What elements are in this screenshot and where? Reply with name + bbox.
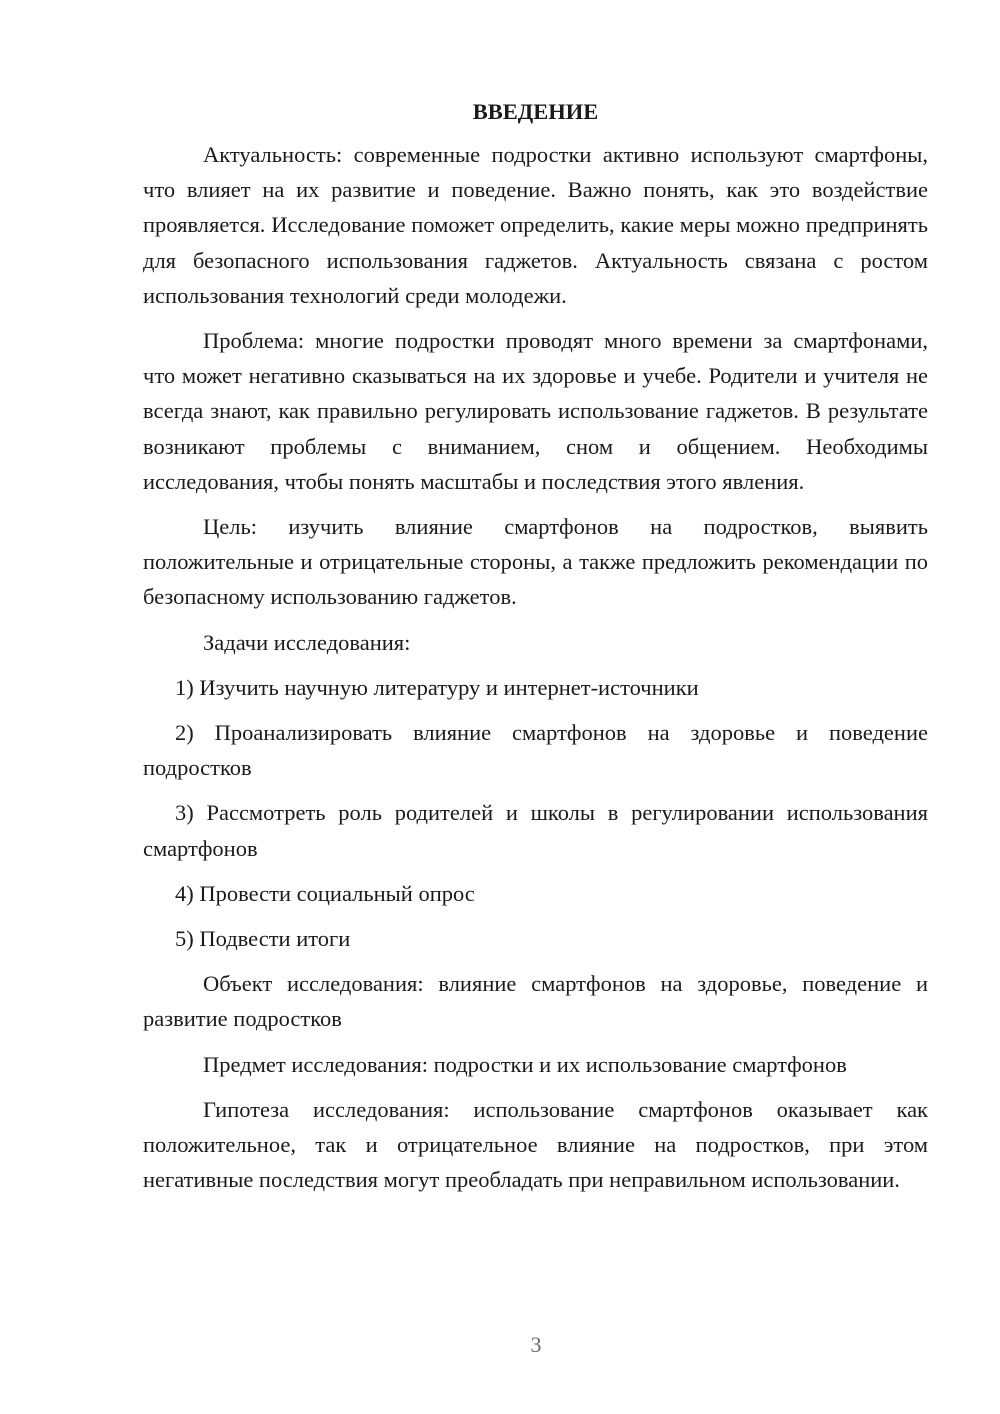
page-number: 3: [530, 1332, 542, 1357]
paragraph-relevance: Актуальность: современные подростки активно используют смартфоны, что влияет на их развитие и поведение. Важно понять, как это воздействие проявляется. Исследование поможет определить, какие меры можно предпринять для безопасного использования гаджетов. Актуальность связана с ростом использования технологий среди молодежи.: [143, 142, 928, 308]
page-title: ВВЕДЕНИЕ: [472, 99, 599, 124]
tasks-heading: Задачи исследования:: [203, 629, 411, 655]
task-item-3: 3) Рассмотреть роль родителей и школы в регулировании использования смартфонов: [143, 800, 928, 861]
paragraph-goal: Цель: изучить влияние смартфонов на подростков, выявить положительные и отрицательные стороны, а также предложить рекомендации по безопасному использованию гаджетов.: [143, 514, 928, 610]
task-item-4: 4) Провести социальный опрос: [175, 880, 475, 906]
task-item-2: 2) Проанализировать влияние смартфонов на здоровье и поведение подростков: [143, 720, 928, 781]
paragraph-problem: Проблема: многие подростки проводят много времени за смартфонами, что может негативно сказываться на их здоровье и учебе. Родители и учителя не всегда знают, как правильно регулировать использование гаджетов. В результате возникают проблемы с вниманием, сном и общением. Необходимы исследования, чтобы понять масштабы и последствия этого явления.: [143, 328, 928, 494]
paragraph-subject: Предмет исследования: подростки и их использование смартфонов: [203, 1051, 847, 1077]
task-item-5: 5) Подвести итоги: [175, 926, 351, 952]
paragraph-object: Объект исследования: влияние смартфонов на здоровье, поведение и развитие подростков: [143, 971, 928, 1032]
paragraph-hypothesis: Гипотеза исследования: использование смартфонов оказывает как положительное, так и отрицательное влияние на подростков, при этом негативные последствия могут преобладать при неправильном использовании.: [143, 1096, 928, 1193]
task-item-1: 1) Изучить научную литературу и интернет-источники: [175, 674, 699, 700]
document-page: [143, 94, 928, 1207]
